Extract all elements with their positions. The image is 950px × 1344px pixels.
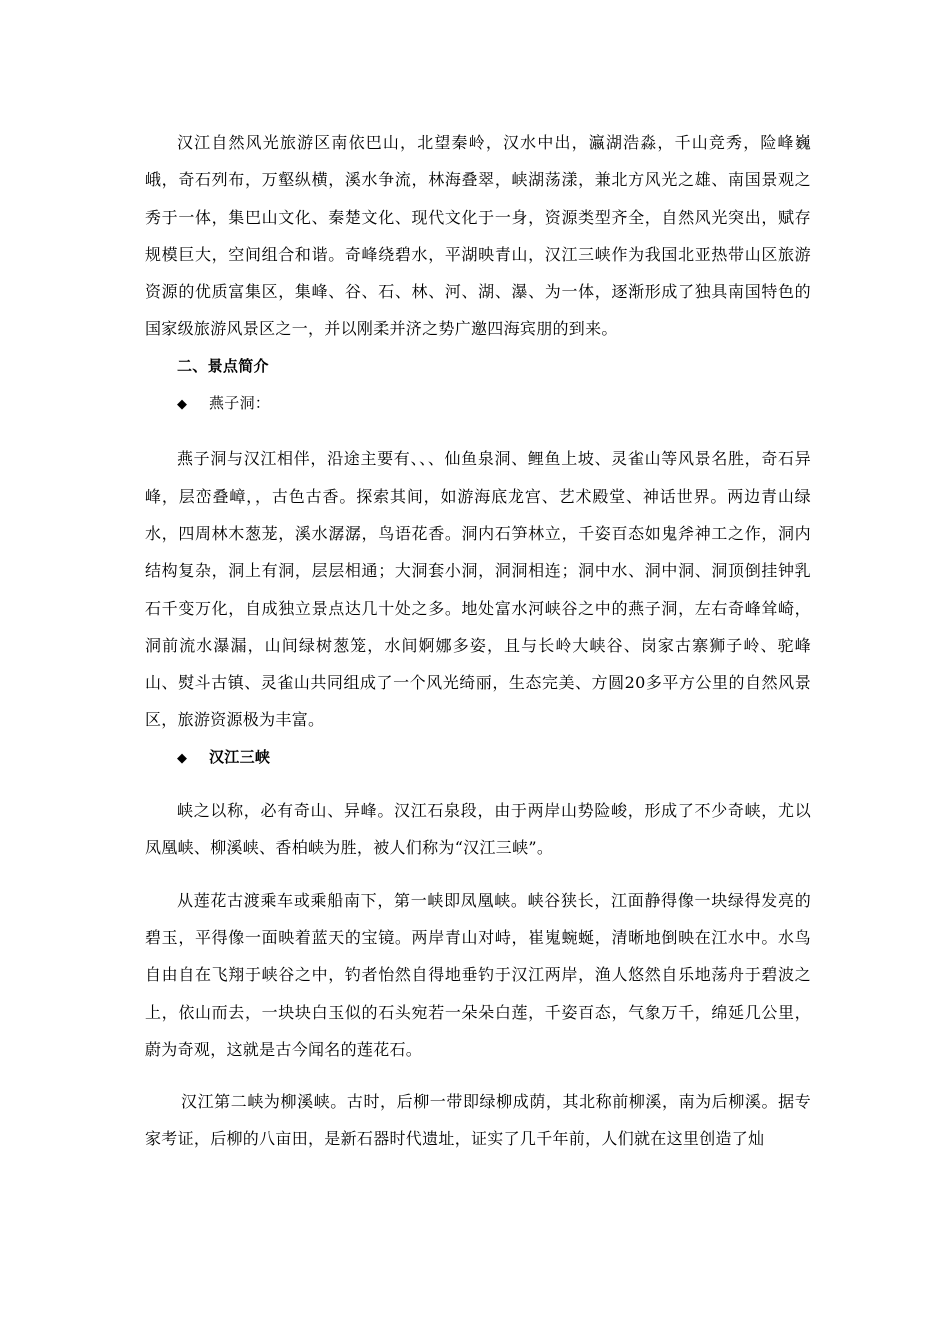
- spot2-title: 汉江三峡: [209, 747, 271, 766]
- spot2-paragraph-3: 汉江第二峡为柳溪峡。古时，后柳一带即绿柳成荫，其北称前柳溪，南为后柳溪。据专家考证，后柳的八亩田，是新石器时代遗址，证实了几千年前，人们就在这里创造了灿: [145, 1092, 811, 1149]
- section-heading: 二、景点简介: [177, 356, 269, 375]
- spot1-title: 燕子洞：: [209, 394, 271, 413]
- intro-paragraph: 汉江自然风光旅游区南依巴山，北望秦岭，汉水中出，瀛湖浩淼，千山竞秀，险峰巍峨，奇石列布，万壑纵横，溪水争流，林海叠翠，峡湖荡漾，兼北方风光之雄、南国景观之秀于一体，集巴山文化、秦楚文化、现代文化于一身，资源类型齐全，自然风光突出，赋存规模巨大，空间组合和谐。奇峰绕碧水，平湖映青山，汉江三峡作为我国北亚热带山区旅游资源的优质富集区，集峰、谷、石、林、河、湖、瀑、为一体，逐渐形成了独具南国特色的国家级旅游风景区之一，并以刚柔并济之势广邀四海宾朋的到来。: [145, 133, 811, 339]
- document-body: [145, 124, 811, 1158]
- spot2-paragraph-1: 峡之以称，必有奇山、异峰。汉江石泉段，由于两岸山势险峻，形成了不少奇峡，尤以凤凰峡、柳溪峡、香柏峡为胜，被人们称为“汉江三峡”。: [145, 801, 811, 858]
- spot1-paragraph: 燕子洞与汉江相伴，沿途主要有、、、仙鱼泉洞、鲤鱼上坡、灵雀山等风景名胜，奇石异峰，层峦叠嶂，，古色古香。探索其间，如游海底龙宫、艺术殿堂、神话世界。两边青山绿水，四周林木葱茏，溪水潺潺，鸟语花香。洞内石笋林立，千姿百态如鬼斧神工之作，洞内结构复杂，洞上有洞，层层相通；大洞套小洞，洞洞相连；洞中水、洞中洞、洞顶倒挂钟乳石千变万化，自成独立景点达几十处之多。地处富水河峡谷之中的燕子洞，左右奇峰耸崎，洞前流水瀑漏，山间绿树葱笼，水间婀娜多姿，且与长岭大峡谷、岗家古寨狮子岭、驼峰山、熨斗古镇、灵雀山共同组成了一个风光绮丽，生态完美、方圆20多平方公里的自然风景区，旅游资源极为丰富。: [145, 449, 811, 730]
- spot2-heading: [145, 739, 811, 777]
- diamond-bullet-icon: ◆: [177, 397, 188, 413]
- spot2-paragraph-2: 从莲花古渡乘车或乘船南下，第一峡即凤凰峡。峡谷狭长，江面静得像一块绿得发亮的碧玉，平得像一面映着蓝天的宝镜。两岸青山对峙，崔嵬蜿蜒，清晰地倒映在江水中。水鸟自由自在飞翔于峡谷之中，钓者怡然自得地垂钓于汉江两岸，渔人悠然自乐地荡舟于碧波之上，依山而去，一块块白玉似的石头宛若一朵朵白莲，千姿百态，气象万千，绵延几公里，蔚为奇观，这就是古今闻名的莲花石。: [145, 890, 811, 1059]
- spot1-heading: [145, 385, 811, 423]
- diamond-bullet-icon: ◆: [177, 750, 188, 766]
